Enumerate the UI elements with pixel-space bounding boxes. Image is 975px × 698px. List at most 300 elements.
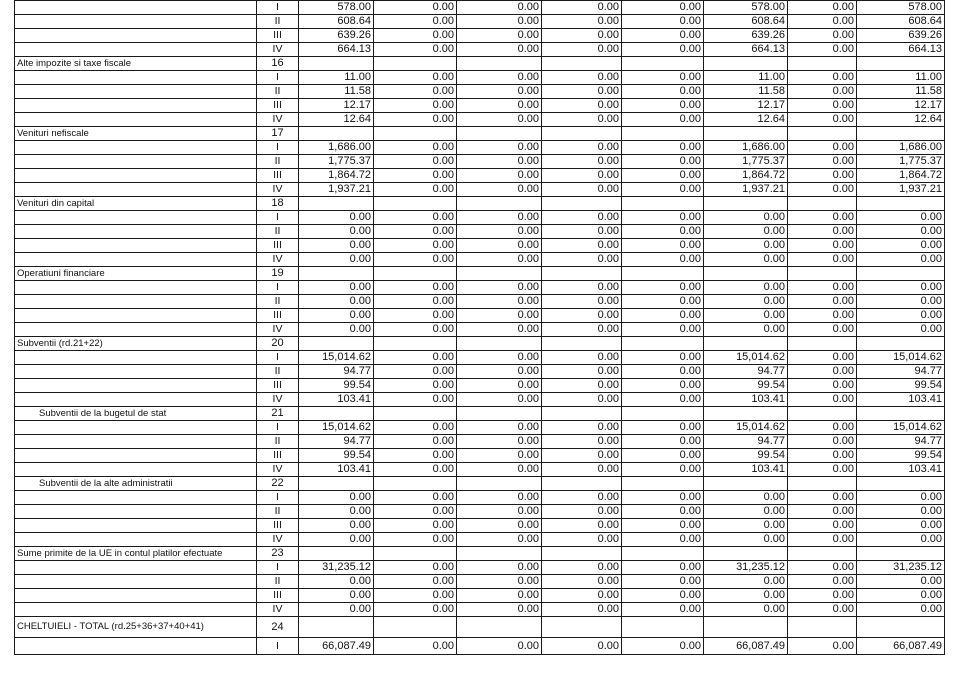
section-row-number: 16 bbox=[257, 57, 299, 71]
empty-cell bbox=[542, 267, 622, 281]
value-cell: 0.00 bbox=[857, 323, 945, 337]
empty-cell bbox=[622, 407, 704, 421]
empty-cell bbox=[622, 617, 704, 638]
value-cell: 0.00 bbox=[374, 533, 457, 547]
empty-cell bbox=[788, 407, 857, 421]
value-cell: 0.00 bbox=[788, 351, 857, 365]
value-cell: 0.00 bbox=[857, 603, 945, 617]
quarter-cell: II bbox=[257, 435, 299, 449]
empty-cell bbox=[374, 127, 457, 141]
value-cell: 0.00 bbox=[857, 505, 945, 519]
value-cell: 0.00 bbox=[374, 113, 457, 127]
value-cell: 66,087.49 bbox=[299, 638, 374, 655]
quarter-cell: II bbox=[257, 575, 299, 589]
value-cell: 99.54 bbox=[704, 379, 788, 393]
value-cell: 0.00 bbox=[788, 155, 857, 169]
value-cell: 0.00 bbox=[704, 309, 788, 323]
value-cell: 0.00 bbox=[788, 589, 857, 603]
row-label-cell bbox=[15, 505, 257, 519]
value-cell: 31,235.12 bbox=[299, 561, 374, 575]
row-label-cell bbox=[15, 155, 257, 169]
value-cell: 0.00 bbox=[622, 309, 704, 323]
empty-cell bbox=[788, 127, 857, 141]
value-cell: 0.00 bbox=[374, 505, 457, 519]
table-row bbox=[15, 239, 945, 253]
empty-cell bbox=[374, 57, 457, 71]
value-cell: 0.00 bbox=[788, 449, 857, 463]
row-label-cell bbox=[15, 1, 257, 15]
row-label-cell bbox=[15, 589, 257, 603]
section-label: Subventii de la alte administratii bbox=[15, 477, 257, 491]
value-cell: 0.00 bbox=[857, 309, 945, 323]
value-cell: 0.00 bbox=[542, 85, 622, 99]
table-row bbox=[15, 295, 945, 309]
row-label-cell bbox=[15, 169, 257, 183]
table-row bbox=[15, 491, 945, 505]
row-label-cell bbox=[15, 463, 257, 477]
empty-cell bbox=[704, 57, 788, 71]
section-header-row bbox=[15, 407, 945, 421]
empty-cell bbox=[622, 477, 704, 491]
value-cell: 0.00 bbox=[622, 141, 704, 155]
empty-cell bbox=[299, 337, 374, 351]
value-cell: 0.00 bbox=[788, 463, 857, 477]
empty-cell bbox=[788, 617, 857, 638]
table-row bbox=[15, 309, 945, 323]
value-cell: 0.00 bbox=[374, 351, 457, 365]
empty-cell bbox=[299, 127, 374, 141]
value-cell: 0.00 bbox=[374, 519, 457, 533]
value-cell: 12.17 bbox=[857, 99, 945, 113]
value-cell: 12.64 bbox=[299, 113, 374, 127]
value-cell: 0.00 bbox=[542, 505, 622, 519]
value-cell: 0.00 bbox=[374, 211, 457, 225]
row-label-cell bbox=[15, 211, 257, 225]
row-label-cell bbox=[15, 533, 257, 547]
quarter-cell: III bbox=[257, 239, 299, 253]
empty-cell bbox=[704, 477, 788, 491]
value-cell: 0.00 bbox=[704, 603, 788, 617]
empty-cell bbox=[457, 57, 542, 71]
value-cell: 0.00 bbox=[299, 281, 374, 295]
empty-cell bbox=[374, 197, 457, 211]
value-cell: 0.00 bbox=[788, 365, 857, 379]
table-row bbox=[15, 169, 945, 183]
value-cell: 94.77 bbox=[857, 435, 945, 449]
empty-cell bbox=[374, 617, 457, 638]
value-cell: 12.17 bbox=[299, 99, 374, 113]
empty-cell bbox=[299, 547, 374, 561]
section-row-number: 21 bbox=[257, 407, 299, 421]
value-cell: 99.54 bbox=[704, 449, 788, 463]
value-cell: 0.00 bbox=[374, 169, 457, 183]
value-cell: 0.00 bbox=[457, 491, 542, 505]
value-cell: 0.00 bbox=[704, 575, 788, 589]
row-label-cell bbox=[15, 393, 257, 407]
value-cell: 0.00 bbox=[542, 393, 622, 407]
value-cell: 0.00 bbox=[542, 155, 622, 169]
value-cell: 99.54 bbox=[857, 379, 945, 393]
quarter-cell: II bbox=[257, 505, 299, 519]
value-cell: 0.00 bbox=[622, 379, 704, 393]
value-cell: 0.00 bbox=[622, 239, 704, 253]
table-row bbox=[15, 463, 945, 477]
value-cell: 608.64 bbox=[857, 15, 945, 29]
quarter-cell: III bbox=[257, 519, 299, 533]
row-label-cell bbox=[15, 603, 257, 617]
value-cell: 0.00 bbox=[457, 43, 542, 57]
value-cell: 0.00 bbox=[542, 533, 622, 547]
value-cell: 11.00 bbox=[857, 71, 945, 85]
empty-cell bbox=[622, 127, 704, 141]
value-cell: 0.00 bbox=[788, 141, 857, 155]
value-cell: 0.00 bbox=[857, 253, 945, 267]
value-cell: 1,937.21 bbox=[857, 183, 945, 197]
value-cell: 0.00 bbox=[542, 449, 622, 463]
value-cell: 0.00 bbox=[788, 295, 857, 309]
value-cell: 31,235.12 bbox=[857, 561, 945, 575]
value-cell: 0.00 bbox=[374, 323, 457, 337]
value-cell: 0.00 bbox=[622, 253, 704, 267]
quarter-cell: III bbox=[257, 589, 299, 603]
value-cell: 0.00 bbox=[622, 449, 704, 463]
row-label-cell bbox=[15, 295, 257, 309]
value-cell: 99.54 bbox=[299, 379, 374, 393]
quarter-cell: II bbox=[257, 15, 299, 29]
value-cell: 0.00 bbox=[857, 519, 945, 533]
value-cell: 0.00 bbox=[457, 183, 542, 197]
value-cell: 0.00 bbox=[299, 211, 374, 225]
section-header-row bbox=[15, 477, 945, 491]
section-row-number: 19 bbox=[257, 267, 299, 281]
value-cell: 0.00 bbox=[788, 603, 857, 617]
row-label-cell bbox=[15, 29, 257, 43]
value-cell: 664.13 bbox=[299, 43, 374, 57]
value-cell: 1,937.21 bbox=[704, 183, 788, 197]
table-row bbox=[15, 71, 945, 85]
value-cell: 0.00 bbox=[299, 603, 374, 617]
section-row-number: 20 bbox=[257, 337, 299, 351]
quarter-cell: III bbox=[257, 99, 299, 113]
row-label-cell bbox=[15, 309, 257, 323]
value-cell: 0.00 bbox=[457, 85, 542, 99]
value-cell: 103.41 bbox=[704, 463, 788, 477]
value-cell: 608.64 bbox=[299, 15, 374, 29]
value-cell: 0.00 bbox=[788, 43, 857, 57]
section-row-number: 23 bbox=[257, 547, 299, 561]
value-cell: 0.00 bbox=[457, 603, 542, 617]
value-cell: 0.00 bbox=[542, 43, 622, 57]
empty-cell bbox=[857, 267, 945, 281]
quarter-cell: II bbox=[257, 225, 299, 239]
value-cell: 0.00 bbox=[622, 421, 704, 435]
value-cell: 0.00 bbox=[788, 169, 857, 183]
empty-cell bbox=[704, 267, 788, 281]
value-cell: 11.00 bbox=[299, 71, 374, 85]
value-cell: 0.00 bbox=[457, 463, 542, 477]
empty-cell bbox=[704, 197, 788, 211]
quarter-cell: I bbox=[257, 351, 299, 365]
section-label: Venituri nefiscale bbox=[15, 127, 257, 141]
section-label: Subventii (rd.21+22) bbox=[15, 337, 257, 351]
value-cell: 0.00 bbox=[374, 575, 457, 589]
quarter-cell: IV bbox=[257, 533, 299, 547]
value-cell: 15,014.62 bbox=[704, 421, 788, 435]
value-cell: 0.00 bbox=[622, 281, 704, 295]
value-cell: 0.00 bbox=[622, 505, 704, 519]
value-cell: 0.00 bbox=[457, 211, 542, 225]
value-cell: 0.00 bbox=[374, 29, 457, 43]
value-cell: 0.00 bbox=[622, 169, 704, 183]
value-cell: 0.00 bbox=[457, 29, 542, 43]
table-row bbox=[15, 435, 945, 449]
quarter-cell: III bbox=[257, 169, 299, 183]
value-cell: 0.00 bbox=[542, 323, 622, 337]
value-cell: 0.00 bbox=[542, 365, 622, 379]
table-row bbox=[15, 15, 945, 29]
value-cell: 94.77 bbox=[299, 435, 374, 449]
value-cell: 0.00 bbox=[542, 575, 622, 589]
section-header-row bbox=[15, 337, 945, 351]
section-header-row bbox=[15, 267, 945, 281]
table-row bbox=[15, 603, 945, 617]
quarter-cell: I bbox=[257, 561, 299, 575]
table-row bbox=[15, 225, 945, 239]
table-row bbox=[15, 85, 945, 99]
empty-cell bbox=[857, 477, 945, 491]
quarter-cell: I bbox=[257, 141, 299, 155]
value-cell: 0.00 bbox=[374, 239, 457, 253]
empty-cell bbox=[857, 407, 945, 421]
empty-cell bbox=[299, 197, 374, 211]
value-cell: 0.00 bbox=[788, 85, 857, 99]
value-cell: 103.41 bbox=[299, 393, 374, 407]
empty-cell bbox=[788, 267, 857, 281]
value-cell: 0.00 bbox=[788, 575, 857, 589]
section-row-number: 22 bbox=[257, 477, 299, 491]
value-cell: 0.00 bbox=[857, 491, 945, 505]
value-cell: 0.00 bbox=[374, 491, 457, 505]
quarter-cell: III bbox=[257, 449, 299, 463]
value-cell: 0.00 bbox=[299, 575, 374, 589]
value-cell: 0.00 bbox=[374, 141, 457, 155]
value-cell: 578.00 bbox=[299, 1, 374, 15]
table-row bbox=[15, 449, 945, 463]
value-cell: 11.58 bbox=[299, 85, 374, 99]
value-cell: 0.00 bbox=[542, 351, 622, 365]
value-cell: 0.00 bbox=[374, 561, 457, 575]
value-cell: 0.00 bbox=[704, 519, 788, 533]
empty-cell bbox=[457, 267, 542, 281]
empty-cell bbox=[857, 127, 945, 141]
value-cell: 0.00 bbox=[542, 421, 622, 435]
value-cell: 0.00 bbox=[788, 253, 857, 267]
value-cell: 0.00 bbox=[299, 491, 374, 505]
section-row-number: 17 bbox=[257, 127, 299, 141]
section-header-row bbox=[15, 617, 945, 638]
value-cell: 664.13 bbox=[857, 43, 945, 57]
value-cell: 0.00 bbox=[788, 211, 857, 225]
value-cell: 0.00 bbox=[542, 225, 622, 239]
value-cell: 0.00 bbox=[788, 281, 857, 295]
value-cell: 0.00 bbox=[457, 561, 542, 575]
empty-cell bbox=[542, 617, 622, 638]
quarter-cell: II bbox=[257, 295, 299, 309]
value-cell: 0.00 bbox=[622, 1, 704, 15]
value-cell: 0.00 bbox=[704, 323, 788, 337]
value-cell: 0.00 bbox=[704, 589, 788, 603]
value-cell: 0.00 bbox=[542, 29, 622, 43]
value-cell: 0.00 bbox=[788, 421, 857, 435]
value-cell: 1,686.00 bbox=[704, 141, 788, 155]
quarter-cell: I bbox=[257, 421, 299, 435]
value-cell: 578.00 bbox=[704, 1, 788, 15]
value-cell: 0.00 bbox=[788, 71, 857, 85]
value-cell: 0.00 bbox=[704, 533, 788, 547]
quarter-cell: IV bbox=[257, 113, 299, 127]
value-cell: 0.00 bbox=[374, 183, 457, 197]
value-cell: 0.00 bbox=[542, 309, 622, 323]
value-cell: 0.00 bbox=[788, 309, 857, 323]
table-row bbox=[15, 323, 945, 337]
empty-cell bbox=[299, 617, 374, 638]
value-cell: 0.00 bbox=[374, 71, 457, 85]
value-cell: 0.00 bbox=[374, 1, 457, 15]
value-cell: 1,864.72 bbox=[299, 169, 374, 183]
value-cell: 0.00 bbox=[457, 225, 542, 239]
value-cell: 0.00 bbox=[457, 141, 542, 155]
row-label-cell bbox=[15, 449, 257, 463]
value-cell: 608.64 bbox=[704, 15, 788, 29]
table-row bbox=[15, 43, 945, 57]
value-cell: 94.77 bbox=[704, 435, 788, 449]
value-cell: 0.00 bbox=[457, 155, 542, 169]
section-header-row bbox=[15, 197, 945, 211]
value-cell: 0.00 bbox=[857, 533, 945, 547]
value-cell: 15,014.62 bbox=[857, 351, 945, 365]
value-cell: 0.00 bbox=[542, 1, 622, 15]
value-cell: 0.00 bbox=[788, 29, 857, 43]
value-cell: 0.00 bbox=[622, 533, 704, 547]
value-cell: 1,864.72 bbox=[704, 169, 788, 183]
value-cell: 0.00 bbox=[622, 29, 704, 43]
value-cell: 0.00 bbox=[622, 183, 704, 197]
value-cell: 0.00 bbox=[622, 638, 704, 655]
table-row bbox=[15, 211, 945, 225]
value-cell: 639.26 bbox=[299, 29, 374, 43]
value-cell: 0.00 bbox=[622, 589, 704, 603]
value-cell: 0.00 bbox=[542, 113, 622, 127]
value-cell: 0.00 bbox=[788, 15, 857, 29]
value-cell: 0.00 bbox=[374, 253, 457, 267]
value-cell: 0.00 bbox=[542, 239, 622, 253]
value-cell: 0.00 bbox=[299, 253, 374, 267]
row-label-cell bbox=[15, 421, 257, 435]
value-cell: 0.00 bbox=[542, 379, 622, 393]
value-cell: 0.00 bbox=[542, 211, 622, 225]
value-cell: 0.00 bbox=[457, 253, 542, 267]
value-cell: 0.00 bbox=[704, 295, 788, 309]
value-cell: 0.00 bbox=[542, 295, 622, 309]
value-cell: 0.00 bbox=[788, 99, 857, 113]
value-cell: 0.00 bbox=[622, 561, 704, 575]
value-cell: 0.00 bbox=[857, 295, 945, 309]
value-cell: 15,014.62 bbox=[704, 351, 788, 365]
value-cell: 0.00 bbox=[788, 239, 857, 253]
value-cell: 0.00 bbox=[622, 351, 704, 365]
value-cell: 0.00 bbox=[622, 211, 704, 225]
empty-cell bbox=[457, 477, 542, 491]
value-cell: 0.00 bbox=[457, 519, 542, 533]
value-cell: 0.00 bbox=[374, 99, 457, 113]
row-label-cell bbox=[15, 253, 257, 267]
empty-cell bbox=[542, 197, 622, 211]
empty-cell bbox=[622, 267, 704, 281]
value-cell: 0.00 bbox=[857, 281, 945, 295]
table-row bbox=[15, 561, 945, 575]
empty-cell bbox=[704, 547, 788, 561]
empty-cell bbox=[374, 477, 457, 491]
table-row bbox=[15, 253, 945, 267]
value-cell: 0.00 bbox=[857, 239, 945, 253]
value-cell: 103.41 bbox=[857, 393, 945, 407]
row-label-cell bbox=[15, 239, 257, 253]
empty-cell bbox=[299, 407, 374, 421]
value-cell: 0.00 bbox=[457, 1, 542, 15]
value-cell: 0.00 bbox=[374, 155, 457, 169]
value-cell: 0.00 bbox=[622, 463, 704, 477]
value-cell: 0.00 bbox=[704, 211, 788, 225]
value-cell: 0.00 bbox=[542, 638, 622, 655]
empty-cell bbox=[704, 337, 788, 351]
empty-cell bbox=[622, 197, 704, 211]
empty-cell bbox=[374, 547, 457, 561]
value-cell: 0.00 bbox=[374, 295, 457, 309]
empty-cell bbox=[374, 407, 457, 421]
value-cell: 0.00 bbox=[542, 281, 622, 295]
value-cell: 0.00 bbox=[704, 253, 788, 267]
row-label-cell bbox=[15, 15, 257, 29]
table-row bbox=[15, 99, 945, 113]
row-label-cell bbox=[15, 225, 257, 239]
empty-cell bbox=[704, 617, 788, 638]
empty-cell bbox=[457, 127, 542, 141]
empty-cell bbox=[542, 477, 622, 491]
value-cell: 0.00 bbox=[457, 309, 542, 323]
quarter-cell: I bbox=[257, 491, 299, 505]
value-cell: 0.00 bbox=[622, 113, 704, 127]
value-cell: 0.00 bbox=[457, 393, 542, 407]
value-cell: 0.00 bbox=[457, 365, 542, 379]
value-cell: 12.17 bbox=[704, 99, 788, 113]
row-label-cell bbox=[15, 85, 257, 99]
section-row-number: 24 bbox=[257, 617, 299, 638]
value-cell: 639.26 bbox=[857, 29, 945, 43]
table-row bbox=[15, 113, 945, 127]
quarter-cell: III bbox=[257, 379, 299, 393]
value-cell: 0.00 bbox=[622, 393, 704, 407]
value-cell: 11.00 bbox=[704, 71, 788, 85]
value-cell: 15,014.62 bbox=[299, 421, 374, 435]
empty-cell bbox=[622, 57, 704, 71]
value-cell: 0.00 bbox=[788, 561, 857, 575]
value-cell: 0.00 bbox=[857, 589, 945, 603]
value-cell: 31,235.12 bbox=[704, 561, 788, 575]
row-label-cell bbox=[15, 141, 257, 155]
value-cell: 0.00 bbox=[299, 589, 374, 603]
row-label-cell bbox=[15, 323, 257, 337]
value-cell: 0.00 bbox=[457, 295, 542, 309]
